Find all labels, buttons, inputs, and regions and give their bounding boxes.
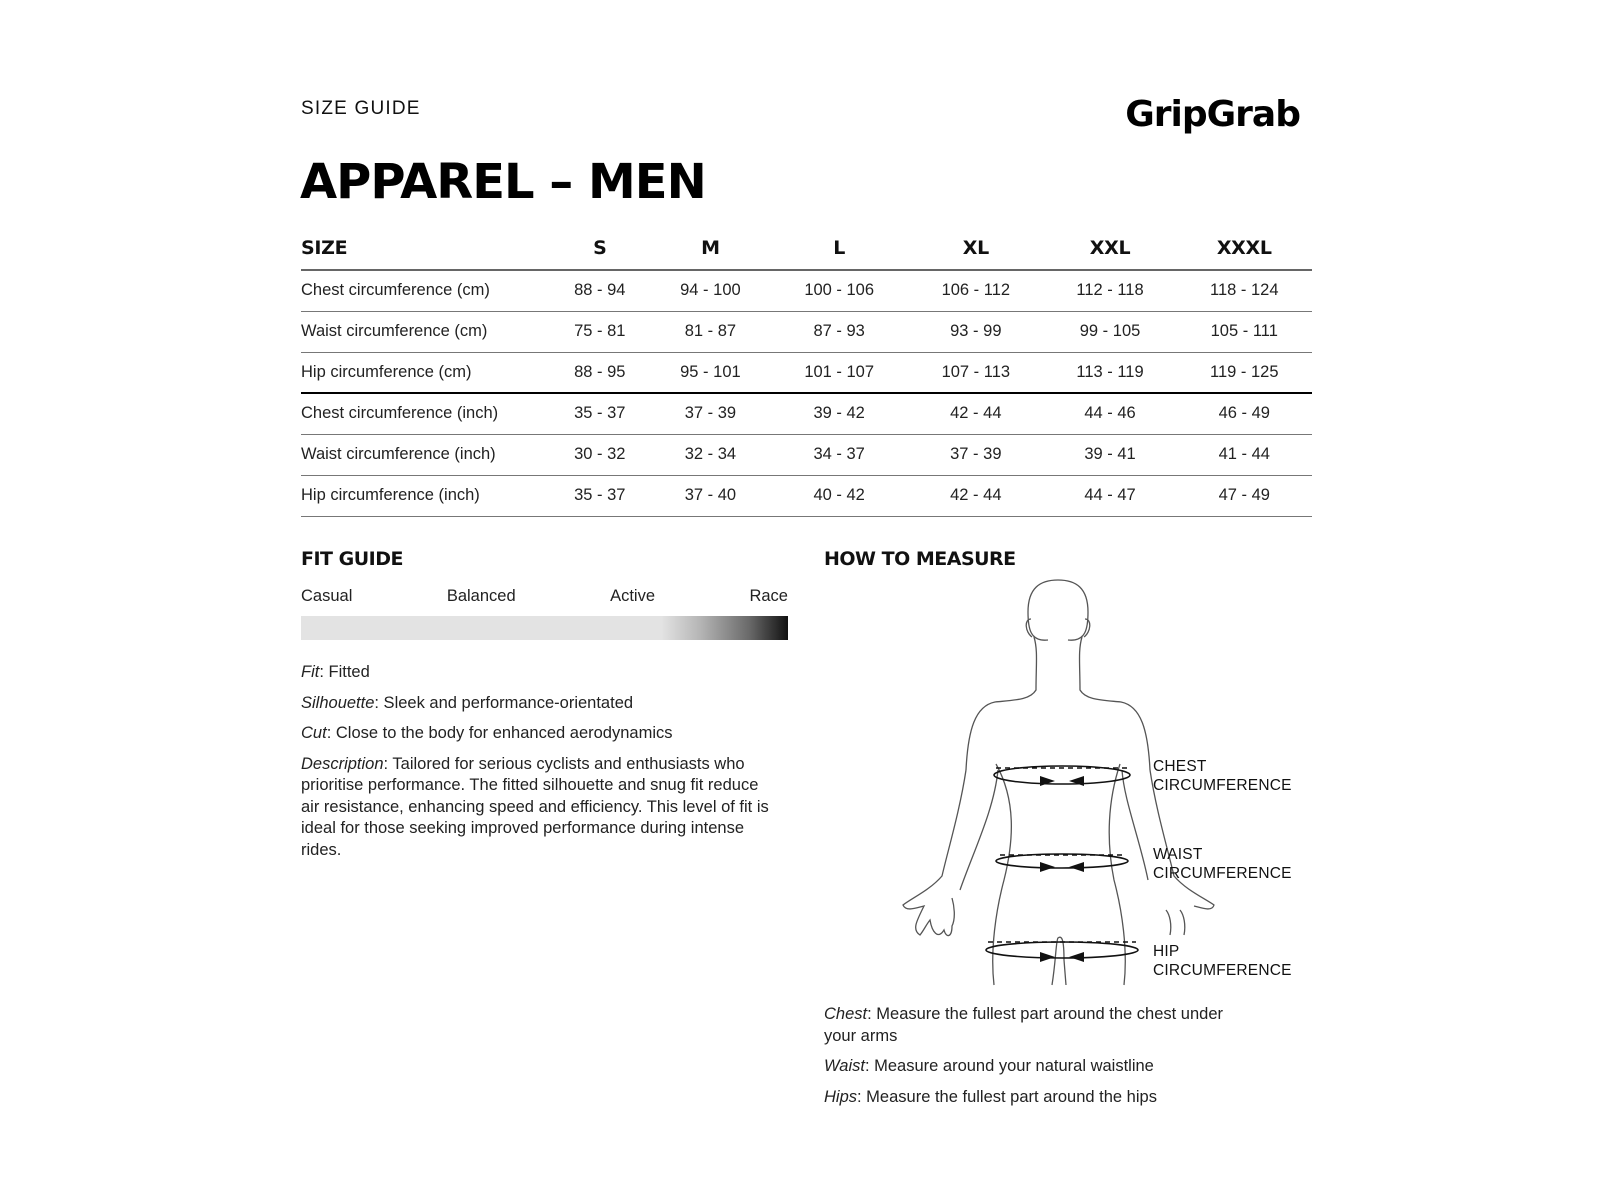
column-header: M bbox=[651, 236, 771, 270]
table-cell: 99 - 105 bbox=[1044, 311, 1177, 352]
column-header: SIZE bbox=[301, 236, 549, 270]
brand-logo: GripGrab bbox=[1125, 94, 1300, 135]
row-label: Waist circumference (cm) bbox=[301, 311, 549, 352]
instruction-waist: Waist: Measure around your natural waistline bbox=[824, 1057, 1154, 1075]
fit-scale-balanced: Balanced bbox=[446, 587, 516, 605]
table-cell: 37 - 39 bbox=[908, 434, 1043, 475]
table-cell: 44 - 46 bbox=[1044, 393, 1177, 434]
table-cell: 105 - 111 bbox=[1177, 311, 1312, 352]
table-row bbox=[301, 434, 1312, 475]
fit-detail-cut: Cut: Close to the body for enhanced aerodynamics bbox=[301, 724, 673, 742]
table-cell: 100 - 106 bbox=[770, 270, 908, 311]
fit-detail-fit: Fit: Fitted bbox=[301, 663, 370, 681]
column-header: L bbox=[770, 236, 908, 270]
table-cell: 46 - 49 bbox=[1177, 393, 1312, 434]
table-cell: 37 - 40 bbox=[651, 475, 771, 516]
column-header: XXL bbox=[1044, 236, 1177, 270]
column-header: XL bbox=[908, 236, 1043, 270]
table-cell: 39 - 41 bbox=[1044, 434, 1177, 475]
table-cell: 81 - 87 bbox=[651, 311, 771, 352]
table-cell: 40 - 42 bbox=[770, 475, 908, 516]
column-header: S bbox=[549, 236, 651, 270]
page-title: APPAREL – MEN bbox=[300, 154, 706, 210]
table-cell: 101 - 107 bbox=[770, 352, 908, 393]
table-cell: 94 - 100 bbox=[651, 270, 771, 311]
eyebrow-size-guide: SIZE GUIDE bbox=[301, 98, 421, 119]
table-row bbox=[301, 475, 1312, 516]
table-cell: 42 - 44 bbox=[908, 393, 1043, 434]
table-cell: 87 - 93 bbox=[770, 311, 908, 352]
fit-scale-active: Active bbox=[610, 587, 655, 605]
table-cell: 106 - 112 bbox=[908, 270, 1043, 311]
table-cell: 47 - 49 bbox=[1177, 475, 1312, 516]
table-cell: 118 - 124 bbox=[1177, 270, 1312, 311]
table-cell: 113 - 119 bbox=[1044, 352, 1177, 393]
table-cell: 30 - 32 bbox=[549, 434, 651, 475]
row-label: Hip circumference (cm) bbox=[301, 352, 549, 393]
fit-gradient-bar bbox=[301, 616, 788, 640]
row-label: Waist circumference (inch) bbox=[301, 434, 549, 475]
table-cell: 107 - 113 bbox=[908, 352, 1043, 393]
table-cell: 42 - 44 bbox=[908, 475, 1043, 516]
table-cell: 75 - 81 bbox=[549, 311, 651, 352]
hip-label: HIP CIRCUMFERENCE bbox=[1153, 943, 1292, 979]
instruction-chest: Chest: Measure the fullest part around the chest under your arms bbox=[824, 1005, 1223, 1045]
table-cell: 39 - 42 bbox=[770, 393, 908, 434]
chest-label: CHEST CIRCUMFERENCE bbox=[1153, 758, 1292, 794]
table-row bbox=[301, 311, 1312, 352]
table-header-row bbox=[301, 236, 1312, 270]
table-cell: 37 - 39 bbox=[651, 393, 771, 434]
table-cell: 35 - 37 bbox=[549, 393, 651, 434]
table-cell: 119 - 125 bbox=[1177, 352, 1312, 393]
how-to-measure-title: HOW TO MEASURE bbox=[824, 548, 1016, 570]
fit-scale-casual: Casual bbox=[301, 587, 353, 605]
table-cell: 88 - 94 bbox=[549, 270, 651, 311]
row-label: Chest circumference (inch) bbox=[301, 393, 549, 434]
fit-detail-silhouette: Silhouette: Sleek and performance-orientated bbox=[301, 693, 634, 712]
fit-details bbox=[301, 662, 781, 870]
table-cell: 32 - 34 bbox=[651, 434, 771, 475]
table-cell: 112 - 118 bbox=[1044, 270, 1177, 311]
row-label: Chest circumference (cm) bbox=[301, 270, 549, 311]
fit-detail-description: Description: Tailored for serious cyclists and enthusiasts who prioritise performance. The fitted silhouette and snug fit reduce air resistance, enhancing speed and efficiency. This level of fit is ideal for those seeking improved performance during intense rides. bbox=[301, 754, 769, 859]
column-header: XXXL bbox=[1177, 236, 1312, 270]
table-cell: 95 - 101 bbox=[651, 352, 771, 393]
table-cell: 34 - 37 bbox=[770, 434, 908, 475]
table-row bbox=[301, 352, 1312, 393]
waist-label: WAIST CIRCUMFERENCE bbox=[1153, 846, 1292, 882]
measure-instructions bbox=[824, 1004, 1244, 1117]
fit-scale-race: Race bbox=[749, 587, 788, 605]
table-row bbox=[301, 270, 1312, 311]
fit-scale-labels bbox=[301, 587, 788, 606]
table-cell: 41 - 44 bbox=[1177, 434, 1312, 475]
table-cell: 44 - 47 bbox=[1044, 475, 1177, 516]
table-cell: 88 - 95 bbox=[549, 352, 651, 393]
fit-guide-title: FIT GUIDE bbox=[301, 548, 403, 570]
table-row bbox=[301, 393, 1312, 434]
instruction-hips: Hips: Measure the fullest part around the hips bbox=[824, 1087, 1157, 1106]
row-label: Hip circumference (inch) bbox=[301, 475, 549, 516]
table-cell: 35 - 37 bbox=[549, 475, 651, 516]
size-table bbox=[301, 236, 1312, 517]
table-cell: 93 - 99 bbox=[908, 311, 1043, 352]
